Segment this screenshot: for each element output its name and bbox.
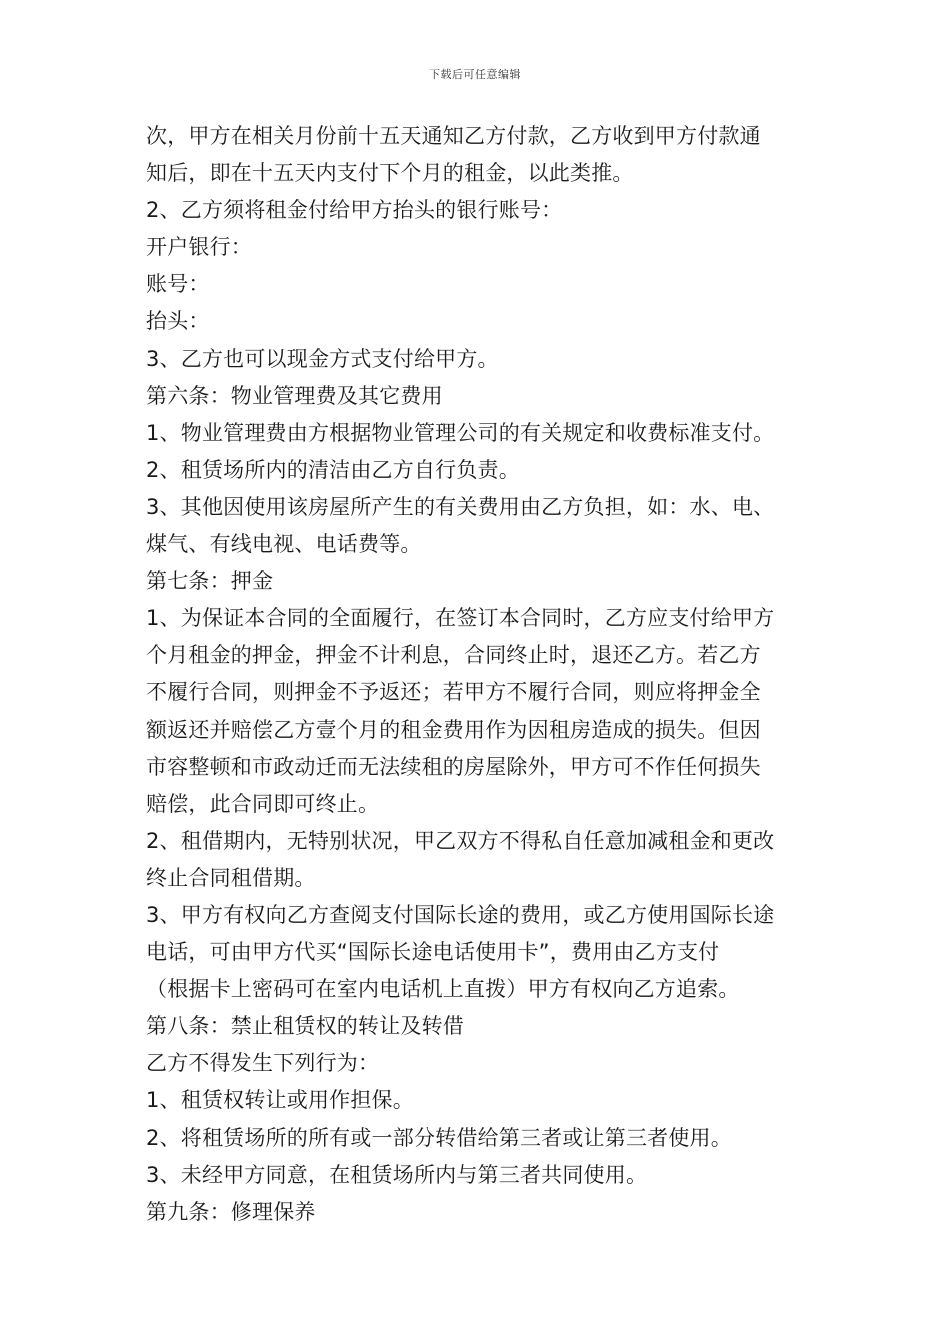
paragraph-line: 3、乙方也可以现金方式支付给甲方。 bbox=[146, 346, 499, 371]
paragraph-line: 1、物业管理费由方根据物业管理公司的有关规定和收费标准支付。 bbox=[146, 420, 775, 445]
paragraph-line: 开户银行： bbox=[146, 235, 252, 260]
paragraph-line: 2、将租赁场所的所有或一部分转借给第三者或让第三者使用。 bbox=[146, 1125, 732, 1150]
paragraph-line: 账号： bbox=[146, 272, 210, 297]
paragraph-line: 赔偿，此合同即可终止。 bbox=[146, 791, 380, 816]
paragraph-line: 个月租金的押金，押金不计利息，合同终止时，退还乙方。若乙方 bbox=[146, 643, 761, 668]
paragraph-line: 煤气、有线电视、电话费等。 bbox=[146, 532, 422, 557]
paragraph-line: 3、其他因使用该房屋所产生的有关费用由乙方负担，如：水、电、 bbox=[146, 494, 775, 519]
section-heading: 第八条：禁止租赁权的转让及转借 bbox=[146, 1014, 464, 1039]
paragraph-line: 额返还并赔偿乙方壹个月的租金费用作为因租房造成的损失。但因 bbox=[146, 717, 761, 742]
paragraph-line: 电话，可由甲方代买“国际长途电话使用卡”，费用由乙方支付 bbox=[146, 940, 720, 965]
section-heading: 第六条：物业管理费及其它费用 bbox=[146, 383, 443, 408]
paragraph-line: 2、租借期内，无特别状况，甲乙双方不得私自任意加减租金和更改 bbox=[146, 828, 775, 853]
section-heading: 第九条：修理保养 bbox=[146, 1199, 316, 1224]
paragraph-line: 3、甲方有权向乙方查阅支付国际长途的费用，或乙方使用国际长途 bbox=[146, 902, 775, 927]
document-body bbox=[146, 118, 816, 1231]
paragraph-line: 知后，即在十五天内支付下个月的租金，以此类推。 bbox=[146, 161, 634, 186]
paragraph-line: 乙方不得发生下列行为： bbox=[146, 1051, 380, 1076]
paragraph-line: （根据卡上密码可在室内电话机上直拨）甲方有权向乙方追索。 bbox=[146, 977, 740, 1002]
paragraph-line: 不履行合同，则押金不予返还；若甲方不履行合同，则应将押金全 bbox=[146, 680, 761, 705]
paragraph-line: 1、租赁权转让或用作担保。 bbox=[146, 1088, 414, 1113]
paragraph-line: 市容整顿和市政动迁而无法续租的房屋除外，甲方可不作任何损失 bbox=[146, 754, 761, 779]
paragraph-line: 1、为保证本合同的全面履行，在签订本合同时，乙方应支付给甲方 bbox=[146, 606, 775, 631]
paragraph-line: 次，甲方在相关月份前十五天通知乙方付款，乙方收到甲方付款通 bbox=[146, 124, 761, 148]
section-heading: 第七条：押金 bbox=[146, 569, 274, 594]
paragraph-line: 2、租赁场所内的清洁由乙方自行负责。 bbox=[146, 457, 520, 482]
page-header: 下载后可任意编辑 bbox=[429, 68, 521, 81]
paragraph-line: 3、未经甲方同意，在租赁场所内与第三者共同使用。 bbox=[146, 1162, 648, 1187]
paragraph-line: 抬头： bbox=[146, 309, 210, 334]
paragraph-line: 2、乙方须将租金付给甲方抬头的银行账号： bbox=[146, 198, 563, 223]
paragraph-line: 终止合同租借期。 bbox=[146, 865, 316, 890]
